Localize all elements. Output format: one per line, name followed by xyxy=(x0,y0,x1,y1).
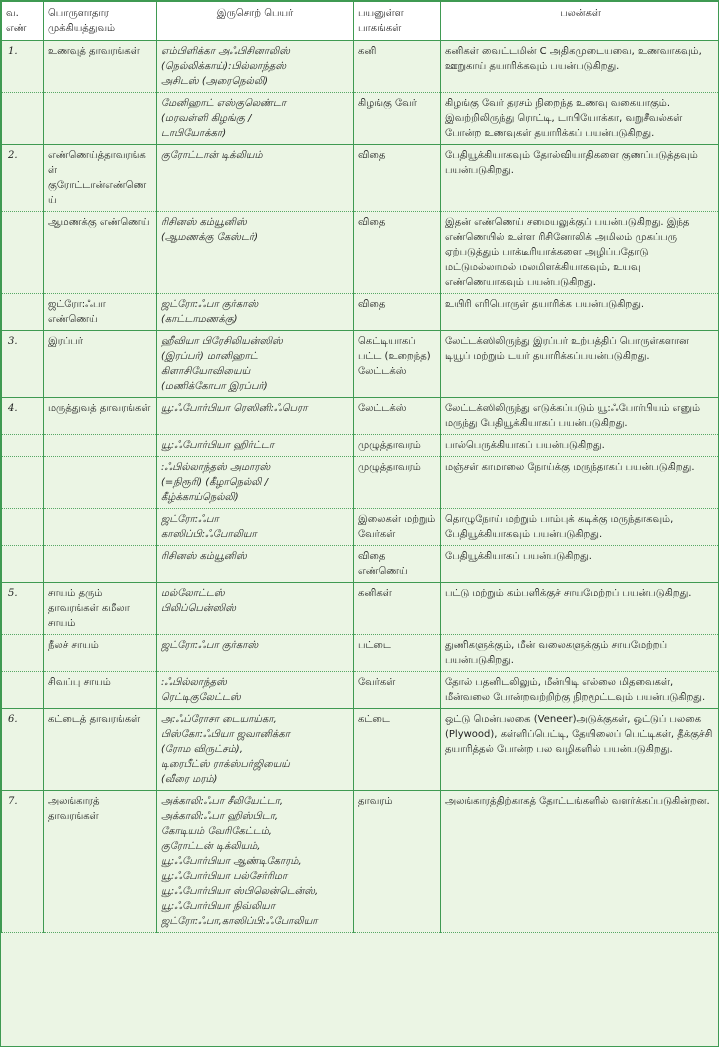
uses-cell: துணிகளுக்கும், மீன் வலைகளுக்கும் சாயமேற்றப் பயன்படுகிறது. xyxy=(441,635,719,672)
category-cell: அலங்காரத் தாவரங்கள் xyxy=(44,791,157,933)
binomial-line: கோடியம் வேரிகேட்டம், xyxy=(161,826,272,837)
binomial-cell xyxy=(157,709,354,791)
binomial-line: ஜட்ரோ:ஃபா குர்காஸ் xyxy=(161,640,259,651)
binomial-line: குரோட்டன் டிக்லியம், xyxy=(161,841,261,852)
binomial-line: (=நிரூரி) (கீழாநெல்லி / xyxy=(161,477,269,488)
binomial-line: அக்காலி:ஃபா ஹிஸ்பிடா, xyxy=(161,811,279,822)
parts-cell: விதை xyxy=(354,294,441,331)
category-cell: இரப்பர் xyxy=(44,331,157,398)
parts-cell: முழுத்தாவரம் xyxy=(354,457,441,509)
binomial-line: யூ:ஃபோர்பியா ஸ்பிலென்டென்ஸ், xyxy=(161,886,319,897)
binomial-line: ஹீவியா பிரேசிலியன்ஸிஸ் xyxy=(161,336,283,347)
binomial-line: :ஃபில்லாந்தஸ் அமாரஸ் xyxy=(161,462,271,473)
table-row xyxy=(2,672,719,709)
binomial-line: பிலிப்பென்ஸிஸ் xyxy=(161,603,236,614)
binomial-line: ஜட்ரோ:ஃபா குர்காஸ் xyxy=(161,299,259,310)
uses-cell: உயிரி எரிபொருள் தயாரிக்க பயன்படுகிறது. xyxy=(441,294,719,331)
serial-cell xyxy=(2,672,44,709)
uses-cell: தொழுநோய் மற்றும் பாம்புக் கடிக்கு மருந்தாகவும், பேதியூக்கியாகவும் பயன்படுகிறது. xyxy=(441,509,719,546)
binomial-line: யூ:ஃபோர்பியா ஹிர்ட்டா xyxy=(161,440,275,451)
serial-cell xyxy=(2,294,44,331)
uses-cell: லேட்டக்ஸிலிருந்து இரப்பர் உற்பத்திப் பொருள்களான டியூப் மற்றும் டயர் தயாரிக்கப்பயன்படுகிறது. xyxy=(441,331,719,398)
binomial-line: (ஆமணக்கு கேஸ்டர்) xyxy=(161,232,259,243)
table-row xyxy=(2,791,719,933)
binomial-line: யூ:ஃபோர்பியா ரெஸினி:ஃபெரா xyxy=(161,403,308,414)
parts-cell: விதை xyxy=(354,145,441,212)
serial-cell xyxy=(2,435,44,457)
binomial-cell xyxy=(157,398,354,435)
header-parts: பயனுள்ள பாகங்கள் xyxy=(354,2,441,41)
uses-cell: ஒட்டு மென்பலகை (Veneer)அடுக்குகள், ஒட்டுப் பலகை (Plywood), கள்ளிப்பெட்டி, தேயிலைப் பெட்டிகள், தீக்குச்சி தயாரித்தல் போன்ற பல வழிகளில் பயன்படுகிறது. xyxy=(441,709,719,791)
binomial-line: ரிசினஸ் கம்யூனிஸ் xyxy=(161,551,247,562)
uses-cell: பேதியூக்கியாகவும் தோல்வியாதிகளை குணப்படுத்தவும் பயன்படுகிறது. xyxy=(441,145,719,212)
serial-cell: 6. xyxy=(2,709,44,791)
uses-cell: பட்டு மற்றும் கம்பளிக்குச் சாயமேற்றப் பயன்படுகிறது. xyxy=(441,583,719,635)
binomial-line: மல்லோட்டஸ் xyxy=(161,588,225,599)
uses-cell: கனிகள் வைட்டமின் C அதிகமுடையவை, உணவாகவும், ஊறுகாய் தயாரிக்கவும் பயன்படுகிறது. xyxy=(441,41,719,93)
parts-cell: கனிகள் xyxy=(354,583,441,635)
header-row xyxy=(2,2,719,41)
category-cell: எண்ணெய்த்தாவரங்கள் குரோட்டான்எண்ணெய் xyxy=(44,145,157,212)
binomial-cell xyxy=(157,583,354,635)
header-binomial: இருசொற் பெயர் xyxy=(157,2,354,41)
header-importance: பொருளாதார முக்கியத்துவம் xyxy=(44,2,157,41)
serial-cell: 3. xyxy=(2,331,44,398)
parts-cell: முழுத்தாவரம் xyxy=(354,435,441,457)
binomial-cell xyxy=(157,791,354,933)
binomial-line: (நெல்லிக்காய்):பில்லாந்தஸ் xyxy=(161,61,287,72)
category-cell: ஜட்ரோ:ஃபா எண்ணெய் xyxy=(44,294,157,331)
binomial-line: ரிசினஸ் கம்யூனிஸ் xyxy=(161,217,247,228)
category-cell: சிவப்பு சாயம் xyxy=(44,672,157,709)
binomial-cell xyxy=(157,331,354,398)
binomial-cell xyxy=(157,457,354,509)
table-row xyxy=(2,331,719,398)
parts-cell: தாவரம் xyxy=(354,791,441,933)
parts-cell: லேட்டக்ஸ் xyxy=(354,398,441,435)
binomial-cell xyxy=(157,212,354,294)
serial-cell: 2. xyxy=(2,145,44,212)
binomial-cell xyxy=(157,435,354,457)
serial-cell: 7. xyxy=(2,791,44,933)
parts-cell: கெட்டியாகப் பட்ட (உறைந்த) லேட்டக்ஸ் xyxy=(354,331,441,398)
table-row xyxy=(2,709,719,791)
binomial-line: :ஃபில்லாந்தஸ் xyxy=(161,677,227,688)
binomial-cell xyxy=(157,672,354,709)
binomial-line: ஜட்ரோ:ஃபா,காஸிப்பி:ஃபோலியா xyxy=(161,916,318,927)
binomial-line: யூ:ஃபோர்பியா பல்சேர்ரிமா xyxy=(161,871,288,882)
uses-cell: கிழங்கு வேர் தரசம் நிறைந்த உணவு வகையாகும். இவற்றிலிருந்து ரொட்டி, டாபியோக்கா, வறுசீவல்கள் போன்ற உணவுகள் தயாரிக்கப் பயன்படுகிறது. xyxy=(441,93,719,145)
serial-cell xyxy=(2,546,44,583)
economic-plants-table xyxy=(1,1,719,933)
binomial-line: (மரவள்ளி கிழங்கு / xyxy=(161,113,252,124)
binomial-cell xyxy=(157,145,354,212)
table-row xyxy=(2,435,719,457)
parts-cell: பட்டை xyxy=(354,635,441,672)
table-row xyxy=(2,145,719,212)
uses-cell: இதன் எண்ணெய் சமையலுக்குப் பயன்படுகிறது. இந்த எண்ணெயில் உள்ள ரிசினோலிக் அமிலம் முகப்பரு ஏற்படுத்தும் பாக்டீரியாக்களை அழிப்பதோடு மட்டுமல்லாமல் மலமிளக்கியாகவும், உயவு எண்ணெயாகவும் பயன்படுகிறது. xyxy=(441,212,719,294)
category-cell xyxy=(44,457,157,509)
uses-cell: பேதியூக்கியாகப் பயன்படுகிறது. xyxy=(441,546,719,583)
uses-cell: அலங்காரத்திற்காகத் தோட்டங்களில் வளர்க்கப்படுகின்றன. xyxy=(441,791,719,933)
table-row xyxy=(2,457,719,509)
parts-cell: விதை எண்ணெய் xyxy=(354,546,441,583)
binomial-cell xyxy=(157,93,354,145)
serial-cell xyxy=(2,212,44,294)
binomial-cell xyxy=(157,546,354,583)
category-cell xyxy=(44,546,157,583)
uses-cell: பால்பெருக்கியாகப் பயன்படுகிறது. xyxy=(441,435,719,457)
parts-cell: விதை xyxy=(354,212,441,294)
category-cell: கட்டைத் தாவரங்கள் xyxy=(44,709,157,791)
binomial-line: கீழ்க்காய்நெல்லி) xyxy=(161,492,239,503)
binomial-line: (மணிக்கோபா இரப்பர்) xyxy=(161,381,268,392)
binomial-line: மேனிஹாட் எஸ்குலெண்டா xyxy=(161,98,287,109)
header-uses: பலன்கள் xyxy=(441,2,719,41)
serial-cell: 4. xyxy=(2,398,44,435)
binomial-line: (வீரை மரம்) xyxy=(161,774,218,785)
serial-cell xyxy=(2,457,44,509)
serial-cell: 1. xyxy=(2,41,44,93)
parts-cell: இலைகள் மற்றும் வேர்கள் xyxy=(354,509,441,546)
binomial-line: (ரோம விருட்சம்), xyxy=(161,744,243,755)
table-row xyxy=(2,509,719,546)
table-row xyxy=(2,546,719,583)
table-row xyxy=(2,635,719,672)
binomial-line: யூ:ஃபோர்பியா ஆண்டிகோரம், xyxy=(161,856,302,867)
parts-cell: கிழங்கு வேர் xyxy=(354,93,441,145)
table-row xyxy=(2,212,719,294)
serial-cell xyxy=(2,509,44,546)
uses-cell: மஞ்சள் காமாலை நோய்க்கு மருந்தாகப் பயன்படுகிறது. xyxy=(441,457,719,509)
binomial-line: அக்காலி:ஃபா சீலியேட்டா, xyxy=(161,796,284,807)
binomial-line: (இரப்பர்) மானிஹாட் xyxy=(161,351,258,362)
binomial-cell xyxy=(157,294,354,331)
category-cell xyxy=(44,435,157,457)
category-cell xyxy=(44,93,157,145)
binomial-line: எம்பிளிக்கா அஃபிசினாலிஸ் xyxy=(161,46,290,57)
category-cell: சாயம் தரும் தாவரங்கள் கமீலா சாயம் xyxy=(44,583,157,635)
binomial-line: டிரைபீட்ஸ் ராக்ஸ்பர்ஜியைய் xyxy=(161,759,290,770)
header-serial: வ. எண் xyxy=(2,2,44,41)
binomial-line: டாபியோக்கா) xyxy=(161,128,227,139)
binomial-cell xyxy=(157,41,354,93)
table-row xyxy=(2,294,719,331)
table-row xyxy=(2,93,719,145)
binomial-line: (காட்டாமணக்கு) xyxy=(161,314,238,325)
binomial-cell xyxy=(157,509,354,546)
binomial-line: பிஸ்கோ:ஃபியா ஜவானிக்கா xyxy=(161,729,291,740)
category-cell: ஆமணக்கு எண்ணெய் xyxy=(44,212,157,294)
category-cell: உணவுத் தாவரங்கள் xyxy=(44,41,157,93)
category-cell: நீலச் சாயம் xyxy=(44,635,157,672)
binomial-line: ஜட்ரோ:ஃபா xyxy=(161,514,219,525)
binomial-line: அசிடஸ் (அரைநெல்லி) xyxy=(161,76,269,87)
table-row xyxy=(2,398,719,435)
category-cell xyxy=(44,509,157,546)
binomial-line: ரெட்டிகுலேட்டஸ் xyxy=(161,692,241,703)
serial-cell xyxy=(2,93,44,145)
table-row xyxy=(2,583,719,635)
parts-cell: கட்டை xyxy=(354,709,441,791)
binomial-line: காஸிப்பி:ஃபோலியா xyxy=(161,529,257,540)
uses-cell: தோல் பதனிடலிலும், மீன்பிடி எல்லை மிதவைகள், மீன்வலை போன்றவற்றிற்கு நிறமூட்டவும் பயன்படுகிறது. xyxy=(441,672,719,709)
binomial-line: யூ:ஃபோர்பியா நிவ்லியா xyxy=(161,901,276,912)
parts-cell: வேர்கள் xyxy=(354,672,441,709)
binomial-line: கிளாசியோவியைய் xyxy=(161,366,251,377)
binomial-line: குரோட்டான் டிக்லியம் xyxy=(161,150,263,161)
binomial-line: அ:ஃப்ரோசா டையாய்கா, xyxy=(161,714,277,725)
category-cell: மருத்துவத் தாவரங்கள் xyxy=(44,398,157,435)
binomial-cell xyxy=(157,635,354,672)
uses-cell: லேட்டக்ஸிலிருந்து எடுக்கப்படும் யூ:ஃபோர்பியம் எனும் மருந்து பேதியூக்கியாகப் பயன்படுகிறது. xyxy=(441,398,719,435)
serial-cell: 5. xyxy=(2,583,44,635)
serial-cell xyxy=(2,635,44,672)
table-row xyxy=(2,41,719,93)
parts-cell: கனி xyxy=(354,41,441,93)
